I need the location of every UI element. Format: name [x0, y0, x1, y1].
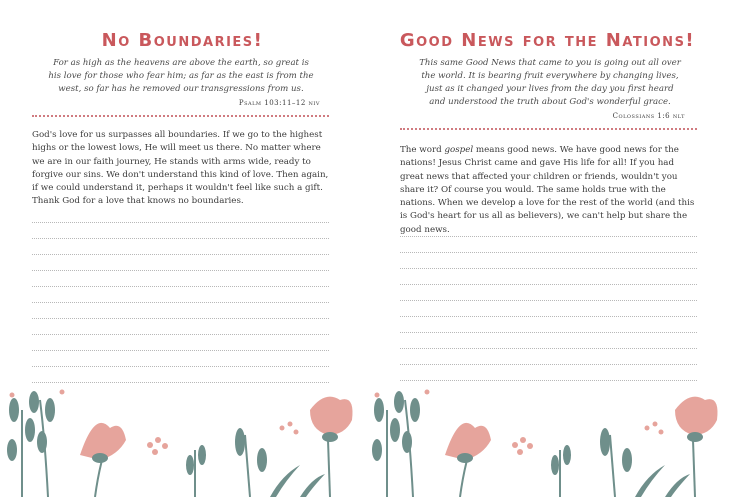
journal-line	[400, 364, 697, 365]
journal-line	[400, 284, 697, 285]
scripture-verse: For as high as the heavens are above the earth, so great is his love for those who fear him; as far as the east is from the west, so far has he removed our transgressions from us.	[48, 58, 314, 94]
page-title: Good News for the Nations!	[399, 30, 696, 51]
body-text-end: means good news. We have good news for the nations! Jesus Christ came and gave His life for all! If you had great news that affected your children or friends, wouldn't you share it? Of course you would. The same holds true with the nations. When we develop a love for the rest of the world (and this is God's heart for us all as believers), we can't help but share the good news.	[400, 145, 695, 235]
floral-left	[7, 390, 353, 497]
journal-line	[400, 268, 697, 269]
page-title: No Boundaries!	[101, 30, 264, 51]
journal-line	[32, 238, 329, 239]
dotted-divider	[32, 115, 329, 117]
journal-line	[32, 270, 329, 271]
floral-border-illustration	[0, 380, 730, 497]
journal-line	[32, 302, 329, 303]
dotted-divider	[400, 128, 697, 130]
journal-line	[32, 334, 329, 335]
scripture-reference: Colossians 1:6 nlt	[612, 112, 685, 120]
devotional-text	[400, 144, 700, 237]
floral-right	[372, 390, 718, 497]
journal-line	[400, 332, 697, 333]
journal-line	[32, 222, 329, 223]
journal-line	[32, 350, 329, 351]
devotional-text: God's love for us surpasses all boundaries. If we go to the highest highs or the lowest lows, He will meet us there. No matter where we are in our faith journey, He stands with arms wide, ready to forgive our sins. We don't understand this kind of love. Then again, if we could understand it, perhaps it wouldn't feel like such a gift. Thank God for a love that knows no boundaries.	[32, 130, 329, 207]
journal-line	[400, 348, 697, 349]
journal-line	[400, 252, 697, 253]
journal-line	[400, 236, 697, 237]
scripture-reference: Psalm 103:11–12 niv	[238, 99, 320, 107]
emphasized-word: gospel	[444, 145, 474, 155]
scripture-verse: This same Good News that came to you is going out all over the world. It is bearing fruit everywhere by changing lives, just as it changed your lives from the day you first heard and understood the truth about God's wonderful grace.	[419, 58, 681, 107]
journal-line	[32, 254, 329, 255]
journal-line	[32, 366, 329, 367]
journal-line	[400, 316, 697, 317]
journal-line	[32, 318, 329, 319]
journal-line	[32, 286, 329, 287]
journal-line	[400, 300, 697, 301]
body-text-start: The word	[400, 145, 445, 155]
